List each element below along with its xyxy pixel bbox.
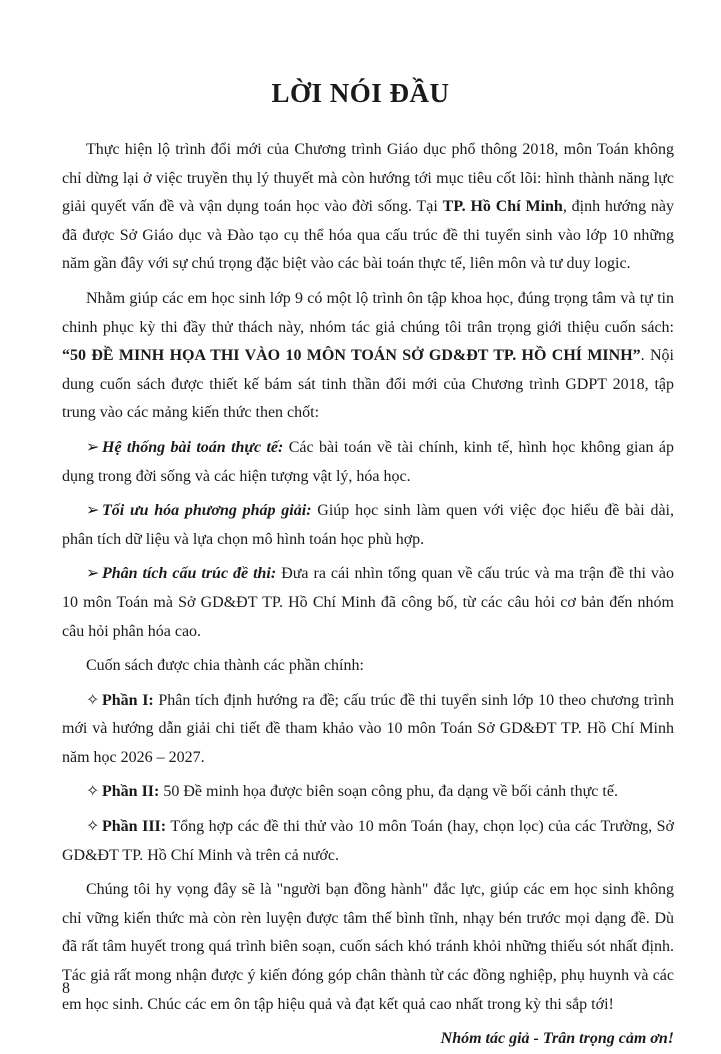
paragraph-parts-heading: Cuốn sách được chia thành các phần chính: [86,657,364,675]
list-item-part [62,778,674,807]
paragraph-book-intro: Nhằm giúp các em học sinh lớp 9 có một lộ trình ôn tập khoa học, đúng trọng tâm và tự tin chinh phục kỳ thi đầy thử thách này, nhóm tác giả chúng tôi trân trọng giới thiệu cuốn sách: “50 ĐỀ MINH HỌA THI VÀO 10 MÔN TOÁN SỞ GD&ĐT TP. HỒ CHÍ MINH”. Nội dung cuốn sách được thiết kế bám sát tinh thần đổi mới của Chương trình GDPT 2018, tập trung vào các mảng kiến thức then chốt: [62,289,674,422]
part-label: Phần III: [102,818,167,836]
city-name: TP. Hồ Chí Minh [442,198,563,216]
author-signature: Nhóm tác giả - Trân trọng cảm ơn! [440,1030,674,1048]
part-text: Tổng hợp các đề thi thử vào 10 môn Toán (hay, chọn lọc) của các Trường, Sở GD&ĐT TP. Hồ Chí Minh và trên cả nước. [62,818,674,864]
part-label: Phần I: [102,691,154,709]
item-label: Tối ưu hóa phương pháp giải: [102,502,312,520]
page-number: 8 [62,980,70,997]
list-item-part [62,687,674,773]
book-title: “50 ĐỀ MINH HỌA THI VÀO 10 MÔN TOÁN SỞ GD&ĐT TP. HỒ CHÍ MINH” [62,347,641,365]
paragraph-intro: Thực hiện lộ trình đổi mới của Chương trình Giáo dục phổ thông 2018, môn Toán không chỉ dừng lại ở việc truyền thụ lý thuyết mà còn hướng tới mục tiêu cốt lõi: hình thành năng lực giải quyết vấn đề và vận dụng toán học vào đời sống. Tại TP. Hồ Chí Minh, định hướng này đã được Sở Giáo dục và Đào tạo cụ thể hóa qua cấu trúc đề thi tuyển sinh vào lớp 10 những năm gần đây với sự chú trọng đặc biệt vào các bài toán thực tế, liên môn và tư duy logic. [62,141,674,273]
preface-body [62,136,674,1054]
paragraph-closing: Chúng tôi hy vọng đây sẽ là "người bạn đồng hành" đắc lực, giúp các em học sinh không chỉ vững kiến thức mà còn rèn luyện được tâm thế bình tĩnh, nhạy bén trước mọi dạng đề. Dù đã rất tâm huyết trong quá trình biên soạn, cuốn sách khó tránh khỏi những thiếu sót nhất định. Tác giả rất mong nhận được ý kiến đóng góp chân thành từ các đồng nghiệp, phụ huynh và các em học sinh. Chúc các em ôn tập hiệu quả và đạt kết quả cao nhất trong kỳ thi sắp tới! [62,881,674,1013]
item-label: Hệ thống bài toán thực tế: [102,438,284,456]
part-label: Phần II: [102,783,160,801]
list-item-part [62,813,674,870]
star-bullet-icon: ✧ [86,783,100,801]
list-item-feature [62,497,674,554]
arrow-bullet-icon: ➢ [86,438,100,456]
star-bullet-icon: ✧ [86,818,100,836]
item-text: Các bài toán về tài chính, kinh tế, hình học không gian áp dụng trong đời sống và các hiện tượng vật lý, hóa học. [62,438,675,485]
page-title: LỜI NÓI ĐẦU [271,78,450,108]
list-item-feature [62,560,674,646]
list-item-feature [62,434,674,491]
arrow-bullet-icon: ➢ [86,502,100,520]
item-text: Đưa ra cái nhìn tổng quan về cấu trúc và ma trận đề thi vào 10 môn Toán mà Sở GD&ĐT TP. Hồ Chí Minh đã công bố, từ các câu hỏi cơ bản đến nhóm câu hỏi phân hóa cao. [62,565,674,640]
part-text: 50 Đề minh họa được biên soạn công phu, đa dạng về bối cảnh thực tế. [159,783,618,801]
item-label: Phân tích cấu trúc đề thi: [102,565,277,583]
part-text: Phân tích định hướng ra đề; cấu trúc đề thi tuyển sinh lớp 10 theo chương trình mới và hướng dẫn giải chi tiết đề tham khảo vào 10 môn Toán Sở GD&ĐT TP. Hồ Chí Minh năm học 2026 – 2027. [62,691,674,766]
star-bullet-icon: ✧ [86,691,100,709]
item-text: Giúp học sinh làm quen với việc đọc hiểu đề bài dài, phân tích dữ liệu và lựa chọn mô hình toán học phù hợp. [62,502,675,548]
arrow-bullet-icon: ➢ [86,565,100,583]
